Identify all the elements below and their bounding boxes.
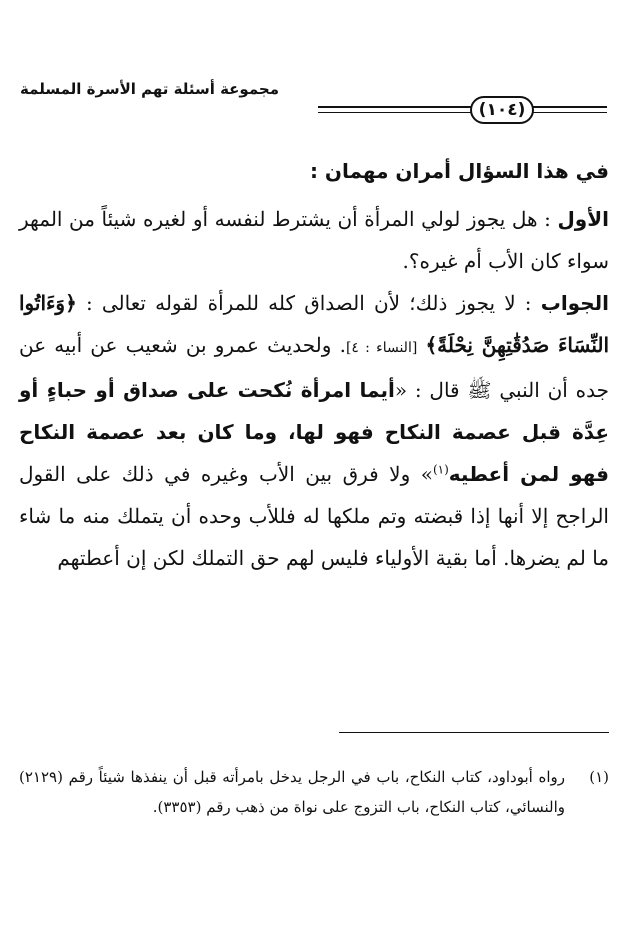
- footnote-separator: [339, 732, 609, 733]
- running-header-title: مجموعة أسئلة تهم الأسرة المسلمة: [20, 80, 279, 98]
- answer-label: الجواب: [540, 291, 609, 315]
- footnote-mark: (١): [589, 768, 609, 786]
- hadith-text: أيما امرأة نُكحت على صداق أو حباءٍ أو عِدَّة قبل عصمة النكاح فهو لها، وما كان بعد عصمة النكاح فهو لمن أعطيه: [19, 378, 609, 486]
- footnote-item: [19, 762, 609, 822]
- quran-reference: [النساء : ٤]: [345, 340, 418, 356]
- footnotes: [19, 762, 609, 822]
- page-number: (١٠٤): [470, 96, 534, 124]
- footnote-reference: (١): [432, 462, 449, 477]
- answer-text-2: . ولحديث عمرو بن شعيب عن أبيه عن جده أن النبي ﷺ قال : «: [19, 333, 609, 402]
- answer-text-3: » ولا فرق بين الأب وغيره في ذلك على القول الراجح إلا أنها إذا قبضته وتم ملكها له فللأب وحده أن يتملك منه ما شاء ما لم يضرها. أما بقية الأولياء فليس لهم حق التملك لكن إن أعطتهم: [19, 462, 609, 570]
- question-paragraph: [19, 198, 609, 282]
- answer-text-1: : لا يجوز ذلك؛ لأن الصداق كله للمرأة لقوله تعالى :: [76, 291, 541, 315]
- footnote-text: رواه أبوداود، كتاب النكاح، باب في الرجل يدخل بامرأته قبل أن ينفذها شيئاً رقم (٢١٢٩) والنسائي، كتاب النكاح، باب التزوج على نواة من ذهب رقم (٣٣٥٣).: [19, 768, 565, 816]
- page-number-rule-right-top: [556, 106, 604, 108]
- first-label: الأول: [557, 207, 609, 231]
- section-heading: في هذا السؤال أمران مهمان :: [309, 159, 609, 183]
- quran-verse: ﴿وَءَاتُوا النِّسَاءَ صَدُقَٰتِهِنَّ نِحْلَةً﴾: [19, 291, 610, 357]
- first-text: : هل يجوز لولي المرأة أن يشترط لنفسه أو لغيره شيئاً من المهر سواء كان الأب أم غيره؟.: [19, 207, 609, 273]
- body-text: [19, 150, 609, 579]
- answer-paragraph: [19, 282, 609, 579]
- page-number-rule-right-bottom: [556, 112, 604, 113]
